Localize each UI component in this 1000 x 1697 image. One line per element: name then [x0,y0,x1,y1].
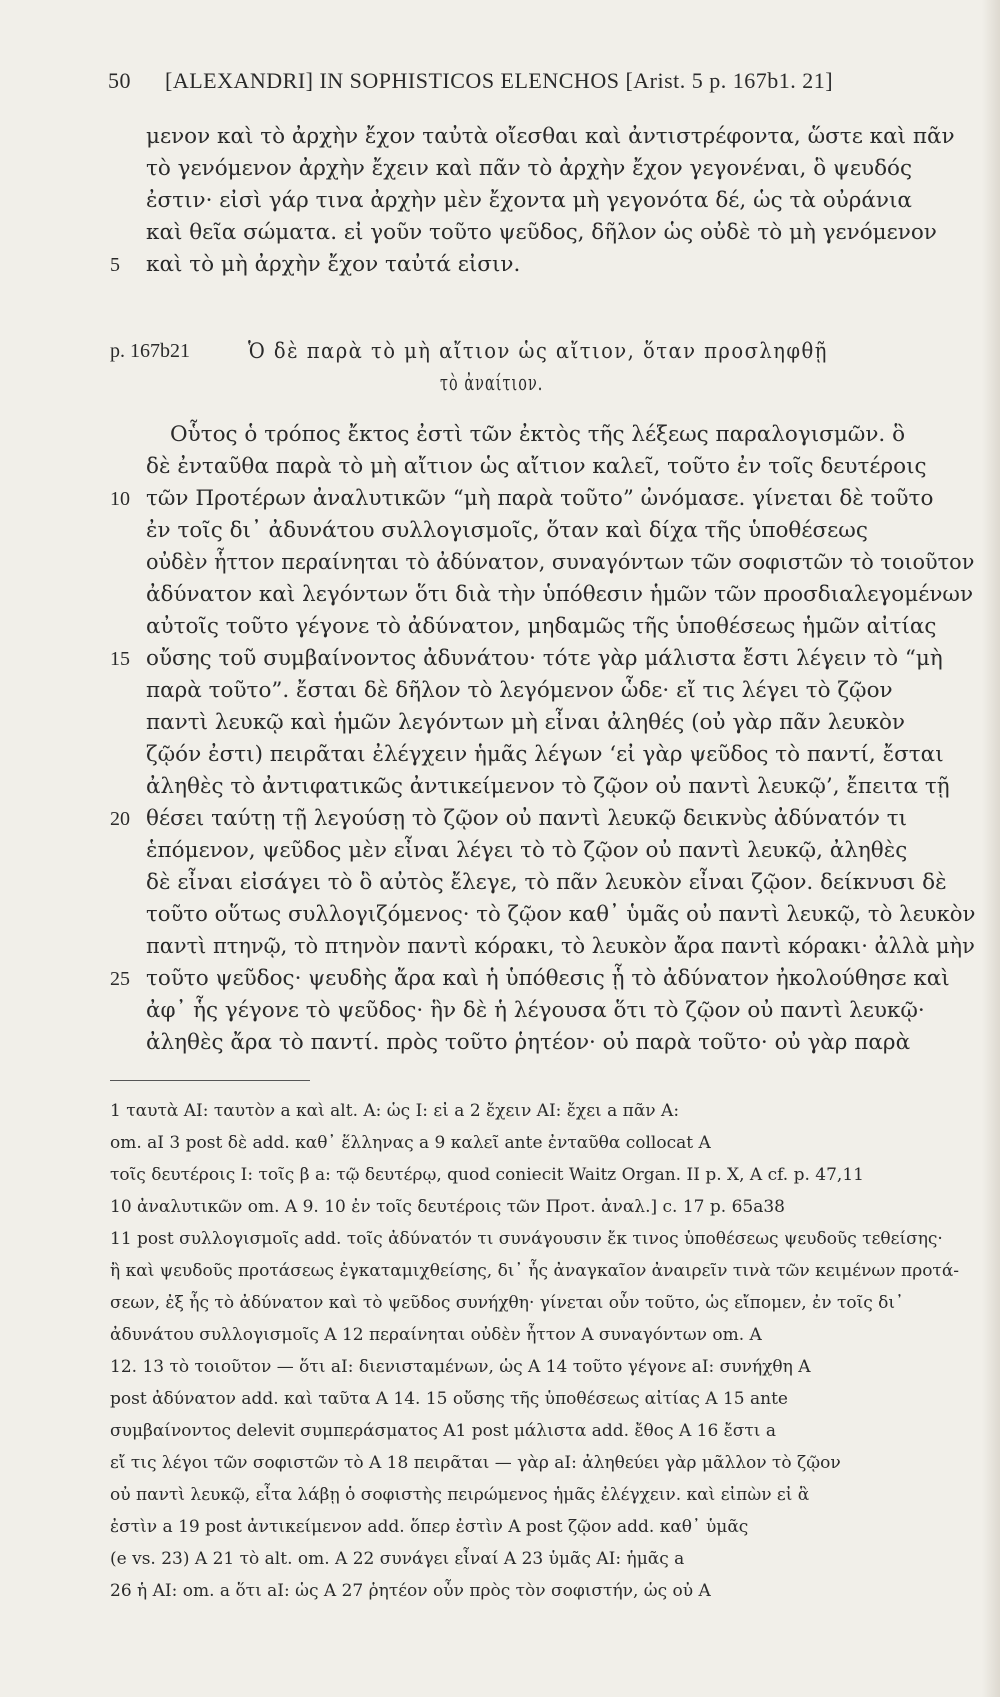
text-line: παντὶ λευκῷ καὶ ἡμῶν λεγόντων μὴ εἶναι ἀληθές (οὐ γὰρ πᾶν λευκὸν [146,710,905,735]
apparatus-line: ἢ καὶ ψευδοῦς προτάσεως ἐγκαταμιχθείσης, δι᾿ ἧς ἀναγκαῖον ἀναιρεῖν τινὰ τῶν κειμένων προτά- [110,1261,960,1281]
text-line: παντὶ πτηνῷ, τὸ πτηνὸν παντὶ κόρακι, τὸ λευκὸν ἄρα παντὶ κόρακι· ἀλλὰ μὴν [146,934,975,959]
text-line: τοῦτο οὕτως συλλογιζόμενος· τὸ ζῷον καθ᾿ ὑμᾶς οὐ παντὶ λευκῷ, τὸ λευκὸν [146,902,976,927]
text-line: 10 τῶν Προτέρων ἀναλυτικῶν “μὴ παρὰ τοῦτο” ὠνόμασε. γίνεται δὲ τοῦτο [146,484,946,514]
apparatus-line: post ἀδύνατον add. καὶ ταῦτα A 14. 15 οὔσης τῆς ὑποθέσεως αἰτίας A 15 ante [110,1389,788,1409]
text-line: ἀφ᾿ ἧς γέγονε τὸ ψεῦδος· ἣν δὲ ἡ λέγουσα ὅτι τὸ ζῷον οὐ παντὶ λευκῷ· [146,998,925,1023]
lemma-reference: p. 167b21 [110,340,190,362]
text-line: ἀληθὲς ἄρα τὸ παντί. πρὸς τοῦτο ῥητέον· οὐ παρὰ τοῦτο· οὐ γὰρ παρὰ [146,1030,911,1055]
line-number: 10 [110,488,130,510]
line-number: 5 [110,254,120,276]
text-line: μενον καὶ τὸ ἀρχὴν ἔχον ταὐτὰ οἴεσθαι καὶ ἀντιστρέφοντα, ὥστε καὶ πᾶν [146,124,955,149]
apparatus-line: ἐστὶν a 19 post ἀντικείμενον add. ὅπερ ἐστὶν A post ζῷον add. καθ᾿ ὑμᾶς [110,1517,749,1537]
apparatus-line: τοῖς δευτέροις I: τοῖς β a: τῷ δευτέρῳ, quod coniecit Waitz Organ. II p. X, A cf. p. 47,11 [110,1165,864,1185]
text-line: παρὰ τοῦτο”. ἔσται δὲ δῆλον τὸ λεγόμενον ὧδε· εἴ τις λέγει τὸ ζῷον [146,678,893,703]
text-line: ἐστιν· εἰσὶ γάρ τινα ἀρχὴν μὲν ἔχοντα μὴ γεγονότα δέ, ὡς τὰ οὐράνια [146,188,912,213]
text-line: ἀληθὲς τὸ ἀντιφατικῶς ἀντικείμενον τὸ ζῷον οὐ παντὶ λευκῷ’, ἔπειτα τῇ [146,774,950,799]
running-title: [ALEXANDRI] IN SOPHISTICOS ELENCHOS [Arist. 5 p. 167b1. 21] [165,68,834,93]
apparatus-line: εἴ τις λέγοι τῶν σοφιστῶν τὸ A 18 πειρᾶται — γὰρ aI: ἀληθεύει γὰρ μᾶλλον τὸ ζῷον [110,1453,841,1473]
apparatus-line: (e vs. 23) A 21 τὸ alt. om. A 22 συνάγει εἶναί A 23 ὑμᾶς AI: ἡμᾶς a [110,1549,685,1569]
text-line: 15 οὔσης τοῦ συμβαίνοντος ἀδυνάτου· τότε γὰρ μάλιστα ἔστι λέγειν τὸ “μὴ [146,644,946,674]
apparatus-line: 11 post συλλογισμοῖς add. τοῖς ἀδύνατόν τι συνάγουσιν ἔκ τινος ὑποθέσεως ψευδοῦς τεθείσης· [110,1229,943,1249]
footnote-divider [110,1080,310,1081]
text-line: οὐδὲν ἧττον περαίνηται τὸ ἀδύνατον, συναγόντων τῶν σοφιστῶν τὸ τοιοῦτον [146,550,975,575]
text-line: δὲ ἐνταῦθα παρὰ τὸ μὴ αἴτιον ὡς αἴτιον καλεῖ, τοῦτο ἐν τοῖς δευτέροις [146,454,927,479]
text-line: καὶ θεῖα σώματα. εἰ γοῦν τοῦτο ψεῦδος, δῆλον ὡς οὐδὲ τὸ μὴ γενόμενον [146,220,937,245]
page-edge-shadow [982,0,1000,1697]
apparatus-line: om. aI 3 post δὲ add. καθ᾿ ἕλληνας a 9 καλεῖ ante ἐνταῦθα collocat A [110,1133,711,1153]
text-line: 20 θέσει ταύτῃ τῇ λεγούσῃ τὸ ζῷον οὐ παντὶ λευκῷ δεικνὺς ἀδύνατόν τι [146,804,946,834]
text-line: τὸ γενόμενον ἀρχὴν ἔχειν καὶ πᾶν τὸ ἀρχὴν ἔχον γεγονέναι, ὃ ψευδός [146,156,913,181]
apparatus-line: οὐ παντὶ λευκῷ, εἶτα λάβῃ ὁ σοφιστὴς πειρώμενος ἡμᾶς ἐλέγχειν. καὶ εἰπὼν εἰ ἃ [110,1485,810,1505]
apparatus-line: 1 ταυτὰ AI: ταυτὸν a καὶ alt. A: ὡς I: εἰ a 2 ἔχειν AI: ἔχει a πᾶν A: [110,1101,680,1121]
text-line: ἑπόμενον, ψεῦδος μὲν εἶναι λέγει τὸ τὸ ζῷον οὐ παντὶ λευκῷ, ἀληθὲς [146,838,908,863]
line-number: 25 [110,968,130,990]
apparatus-line: σεων, ἐξ ἧς τὸ ἀδύνατον καὶ τὸ ψεῦδος συνήχθη· γίνεται οὖν τοῦτο, ὡς εἴπομεν, ἐν τοῖς δι᾿ [110,1293,904,1313]
lemma-line: τὸ ἀναίτιον. [440,371,544,396]
text-line: Οὗτος ὁ τρόπος ἔκτος ἐστὶ τῶν ἐκτὸς τῆς λέξεως παραλογισμῶν. ὃ [170,422,906,447]
text-line: ζῷόν ἐστι) πειρᾶται ἐλέγχειν ἡμᾶς λέγων ‘εἰ γὰρ ψεῦδος τὸ παντί, ἔσται [146,742,944,767]
apparatus-line: 10 ἀναλυτικῶν om. A 9. 10 ἐν τοῖς δευτέροις τῶν Προτ. ἀναλ.] c. 17 p. 65a38 [110,1197,785,1217]
text-line: δὲ εἶναι εἰσάγει τὸ ὃ αὐτὸς ἔλεγε, τὸ πᾶν λευκὸν εἶναι ζῷον. δείκνυσι δὲ [146,870,947,895]
text-line: 25 τοῦτο ψεῦδος· ψευδὴς ἄρα καὶ ἡ ὑπόθεσις ᾗ τὸ ἀδύνατον ἠκολούθησε καὶ [146,964,946,994]
text-line: ἐν τοῖς δι᾿ ἀδυνάτου συλλογισμοῖς, ὅταν καὶ δίχα τῆς ὑποθέσεως [146,518,868,543]
line-number: 20 [110,808,130,830]
text-line: ἀδύνατον καὶ λεγόντων ὅτι διὰ τὴν ὑπόθεσιν ἡμῶν τῶν προσδιαλεγομένων [146,582,974,607]
line-number: 15 [110,648,130,670]
apparatus-line: 26 ἡ AI: om. a ὅτι aI: ὡς A 27 ῥητέον οὖν πρὸς τὸν σοφιστήν, ὡς οὐ A [110,1581,711,1601]
apparatus-line: ἀδυνάτου συλλογισμοῖς A 12 περαίνηται οὐδὲν ἧττον A συναγόντων om. A [110,1325,762,1345]
apparatus-line: συμβαίνοντος delevit συμπεράσματος A1 post μάλιστα add. ἔθος A 16 ἔστι a [110,1421,776,1441]
apparatus-line: 12. 13 τὸ τοιοῦτον — ὅτι aI: διενισταμένων, ὡς A 14 τοῦτο γέγονε aI: συνήχθη A [110,1357,811,1377]
text-line: 5 καὶ τὸ μὴ ἀρχὴν ἔχον ταὐτά εἰσιν. [146,250,946,280]
running-header [108,68,833,94]
lemma-line: Ὁ δὲ παρὰ τὸ μὴ αἴτιον ὡς αἴτιον, ὅταν προσληφθῇ [248,339,828,364]
page-number: 50 [108,68,131,93]
text-line: αὐτοῖς τοῦτο γέγονε τὸ ἀδύνατον, μηδαμῶς τῆς ὑποθέσεως ἡμῶν αἰτίας [146,614,937,639]
